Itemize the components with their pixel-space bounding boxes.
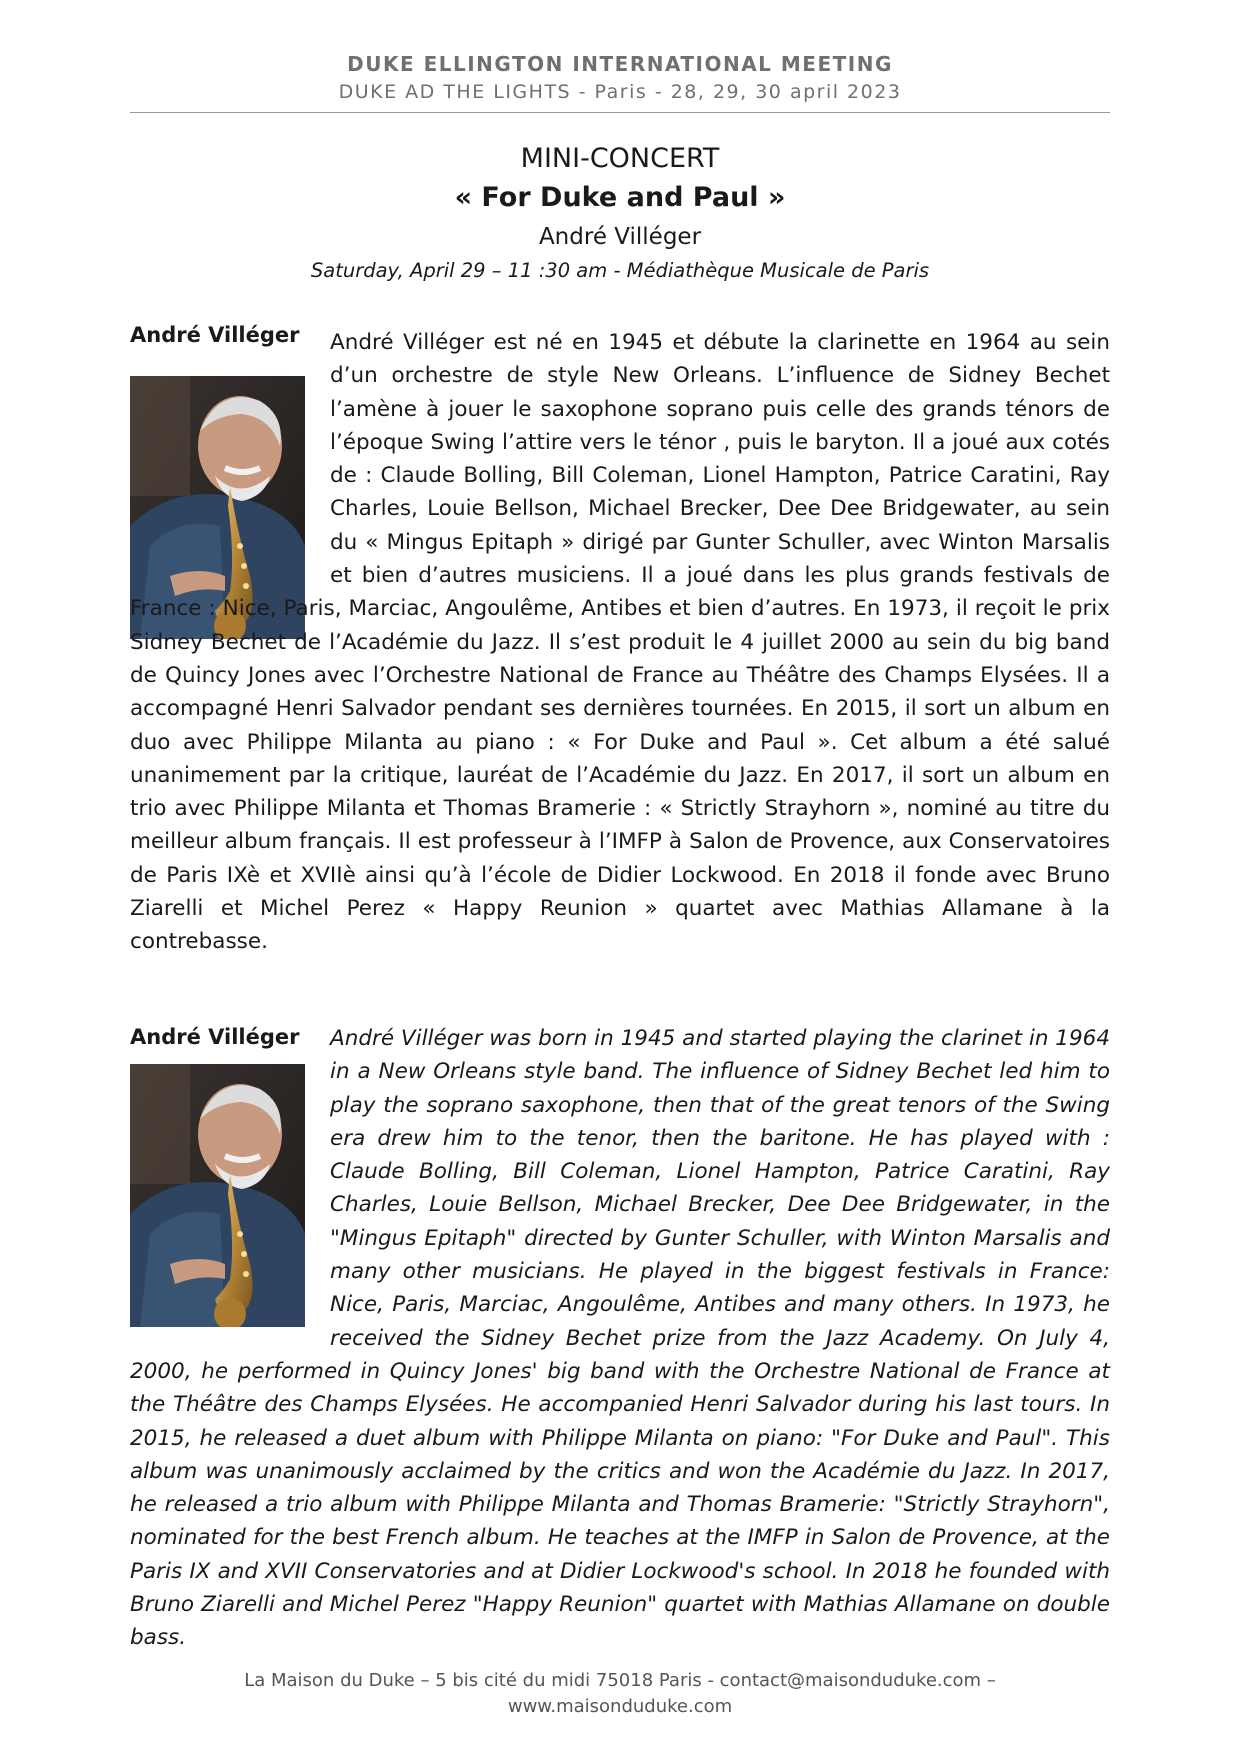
header-divider bbox=[130, 112, 1110, 113]
bio-paragraph-french: André Villéger est né en 1945 et débute la clarinette en 1964 au sein d’un orchestre de style New Orleans. L’influence de Sidney Bechet l’amène à jouer le saxophone soprano puis celle des grands ténors de l’époque Swing l’attire vers le ténor , puis le baryton. Il a joué aux cotés de : Claude Bolling, Bill Coleman, Lionel Hampton, Patrice Caratini, Ray Charles, Louie Bellson, Michael Brecker, Dee Dee Bridgewater, au sein du « Mingus Epitaph » dirigé par Gunter Schuller, avec Winton Marsalis et bien d’autres musiciens. Il a joué dans les plus grands festivals de France : Nice, Paris, Marciac, Angoulême, Antibes et bien d’autres. En 1973, il reçoit le prix Sidney Bechet de l’Académie du Jazz. Il s’est produit le 4 juillet 2000 au sein du big band de Quincy Jones avec l’Orchestre National de France au Théâtre des Champs Elysées. Il a accompagné Henri Salvador pendant ses dernières tournées. En 2015, il sort un album en duo avec Philippe Milanta au piano : « For Duke and Paul ». Cet album a été salué unanimement par la critique, lauréat de l’Académie du Jazz. En 2017, il sort un album en trio avec Philippe Milanta et Thomas Bramerie : « Strictly Strayhorn », nominé au titre du meilleur album français. Il est professeur à l’IMFP à Salon de Provence, aux Conservatoires de Paris IXè et XVIIè ainsi qu’à l’école de Didier Lockwood. En 2018 il fonde avec Bruno Ziarelli et Michel Perez « Happy Reunion » quartet avec Mathias Allamane à la contrebasse. bbox=[130, 330, 1110, 955]
page-footer: La Maison du Duke – 5 bis cité du midi 75018 Paris - contact@maisonduduke.com – www.maisonduduke.com bbox=[244, 1670, 996, 1717]
bio-paragraph-english: André Villéger was born in 1945 and started playing the clarinet in 1964 in a New Orleans style band. The influence of Sidney Bechet led him to play the soprano saxophone, then that of the great tenors of the Swing era drew him to the tenor, then the baritone. He has played with : Claude Bolling, Bill Coleman, Lionel Hampton, Patrice Caratini, Ray Charles, Louie Bellson, Michael Brecker, Dee Dee Bridgewater, in the "Mingus Epitaph" directed by Gunter Schuller, with Winton Marsalis and many other musicians. He played in the biggest festivals in France: Nice, Paris, Marciac, Angoulême, Antibes and many others. In 1973, he received the Sidney Bechet prize from the Jazz Academy. On July 4, 2000, he performed in Quincy Jones' big band with the Orchestre National de France at the Théâtre des Champs Elysées. He accompanied Henri Salvador during his last tours. In 2015, he released a duet album with Philippe Milanta on piano: "For Duke and Paul". This album was unanimously acclaimed by the critics and won the Académie du Jazz. In 2017, he released a trio album with Philippe Milanta and Thomas Bramerie: "Strictly Strayhorn", nominated for the best French album. He teaches at the IMFP in Salon de Provence, at the Paris IX and XVII Conservatories and at Didier Lockwood's school. In 2018 he founded with Bruno Ziarelli and Michel Perez "Happy Reunion" quartet with Mathias Allamane on double bass. bbox=[130, 1026, 1111, 1651]
bio-text-english bbox=[130, 1022, 1110, 1655]
event-titles bbox=[130, 140, 1110, 286]
bio-text-french bbox=[130, 326, 1110, 959]
bio-heading-english: André Villéger bbox=[130, 1025, 300, 1049]
page-header bbox=[130, 50, 1110, 106]
bio-heading-french: André Villéger bbox=[130, 323, 300, 347]
header-event-name: DUKE ELLINGTON INTERNATIONAL MEETING bbox=[347, 52, 893, 76]
event-kind: MINI-CONCERT bbox=[520, 143, 720, 174]
event-title: « For Duke and Paul » bbox=[454, 182, 786, 213]
event-artist: André Villéger bbox=[538, 224, 702, 250]
event-schedule: Saturday, April 29 – 11 :30 am - Médiathèque Musicale de Paris bbox=[310, 259, 930, 282]
photo-wrap-spacer bbox=[130, 1022, 330, 1322]
photo-wrap-spacer bbox=[130, 326, 330, 592]
header-event-subtitle: DUKE AD THE LIGHTS - Paris - 28, 29, 30 april 2023 bbox=[338, 81, 902, 103]
